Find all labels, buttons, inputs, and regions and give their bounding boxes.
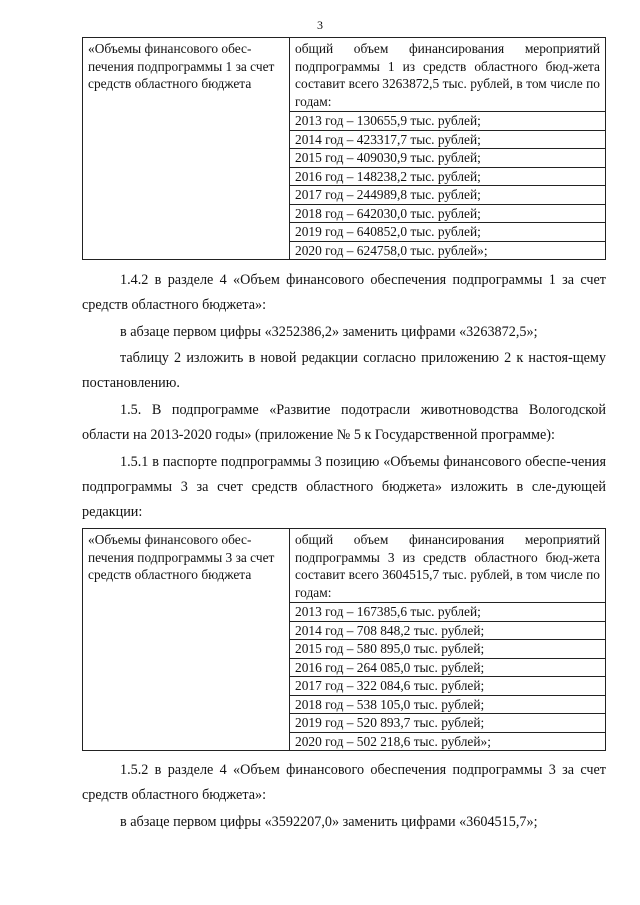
funding-table-subprogram-3: [82, 528, 606, 751]
year-row: 2020 год – 624758,0 тыс. рублей»;: [290, 241, 605, 260]
paragraph-1-4-2: 1.4.2 в разделе 4 «Объем финансового обеспечения подпрограммы 1 за счет средств областного бюджета»:: [82, 272, 606, 313]
paragraph-1-5-1: 1.5.1 в паспорте подпрограммы 3 позицию «Объемы финансового обеспе-чения подпрограммы 3 за счет средств областного бюджета» изложить в сле-дующей редакции:: [82, 454, 606, 520]
year-row: 2019 год – 520 893,7 тыс. рублей;: [290, 713, 605, 732]
table-label-cell: «Объемы финансового обес-печения подпрограммы 1 за счет средств областного бюджета: [83, 38, 290, 260]
funding-description: общий объем финансирования мероприятий подпрограммы 3 из средств областного бюд-жета составит всего 3604515,7 тыс. рублей, в том числе по годам:: [295, 532, 600, 600]
table-label-cell: «Объемы финансового обес-печения подпрограммы 3 за счет средств областного бюджета: [83, 529, 290, 751]
paragraph-replace-figures-1: в абзаце первом цифры «3252386,2» заменить цифрами «3263872,5»;: [120, 324, 538, 340]
year-row: 2015 год – 580 895,0 тыс. рублей;: [290, 639, 605, 658]
year-row: 2018 год – 538 105,0 тыс. рублей;: [290, 695, 605, 714]
table-value-cell: [290, 38, 606, 260]
paragraph-table-2: таблицу 2 изложить в новой редакции согласно приложению 2 к настоя-щему постановлению.: [82, 350, 606, 391]
year-row: 2017 год – 322 084,6 тыс. рублей;: [290, 676, 605, 695]
paragraph-replace-figures-3: в абзаце первом цифры «3592207,0» заменить цифрами «3604515,7»;: [120, 814, 538, 830]
year-row: 2017 год – 244989,8 тыс. рублей;: [290, 185, 605, 204]
year-row: 2014 год – 423317,7 тыс. рублей;: [290, 130, 605, 149]
year-row: 2018 год – 642030,0 тыс. рублей;: [290, 204, 605, 223]
year-row: 2020 год – 502 218,6 тыс. рублей»;: [290, 732, 605, 751]
year-row: 2013 год – 130655,9 тыс. рублей;: [290, 111, 605, 130]
funding-table-subprogram-1: [82, 37, 606, 260]
year-row: 2014 год – 708 848,2 тыс. рублей;: [290, 621, 605, 640]
year-row: 2015 год – 409030,9 тыс. рублей;: [290, 148, 605, 167]
page-number: 3: [317, 18, 323, 32]
year-row: 2016 год – 264 085,0 тыс. рублей;: [290, 658, 605, 677]
funding-description: общий объем финансирования мероприятий подпрограммы 1 из средств областного бюд-жета составит всего 3263872,5 тыс. рублей, в том числе по годам:: [295, 41, 600, 109]
paragraph-1-5: 1.5. В подпрограмме «Развитие подотрасли животноводства Вологодской области на 2013-2020 годы» (приложение № 5 к Государственной программе):: [82, 402, 606, 443]
year-row: 2019 год – 640852,0 тыс. рублей;: [290, 222, 605, 241]
year-row: 2013 год – 167385,6 тыс. рублей;: [290, 602, 605, 621]
paragraph-1-5-2: 1.5.2 в разделе 4 «Объем финансового обеспечения подпрограммы 3 за счет средств областного бюджета»:: [82, 762, 606, 803]
year-row: 2016 год – 148238,2 тыс. рублей;: [290, 167, 605, 186]
table-value-cell: [290, 529, 606, 751]
